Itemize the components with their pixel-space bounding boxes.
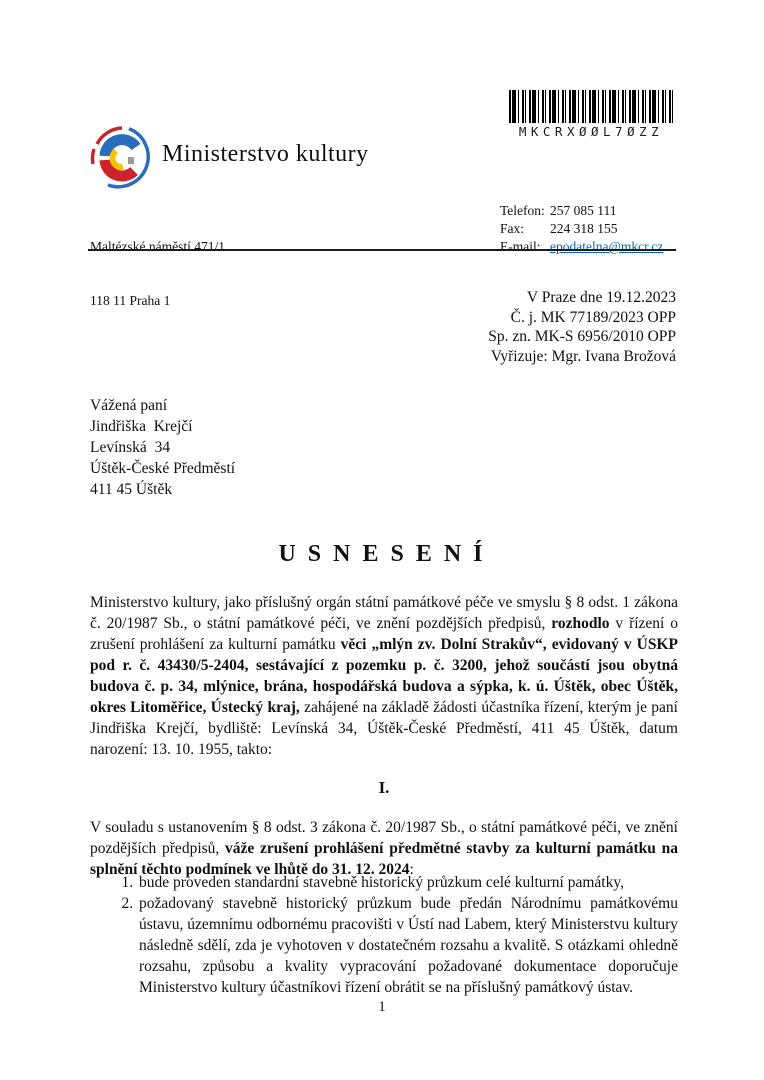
barcode-text: MKCRXØØL7ØZZ <box>518 124 664 139</box>
text-run-bold: věci „mlýn zv. Dolní Strakův“, evidovaný v ÚSKP pod r. č. 43430/5-2404, sestávající z pozemku p. č. 3200, jehož součástí jsou obytná budova č. p. 34, mlýnice, brána, hospodářská budova a sýpka, k. ú. Úštěk, obec Úštěk, okres Litoměřice, Ústecký kraj, <box>90 636 678 716</box>
addressee-line: Úštěk-České Předměstí <box>90 460 236 477</box>
paragraph-conditions-intro <box>90 817 678 880</box>
contact-block <box>500 202 663 256</box>
text-run: zahájené na základě žádosti účastníka řízení, kterým je paní Jindřiška Krejčí, bydliště: Levínská 34, Úštěk-České Předměstí, 411 45 Úštěk, datum narození: 13. 10. 1955, takto: <box>90 699 678 758</box>
text-run-bold: rozhodlo <box>551 615 610 632</box>
text-run: Ministerstvo kultury, jako příslušný orgán státní památkové péče ve smyslu § 8 odst. 1 zákona č. 20/1987 Sb., o státní památkové péči, ve znění pozdějších předpisů, <box>90 594 678 632</box>
ministry-address <box>90 202 225 346</box>
ministry-address-line1: Maltézské náměstí 471/1 <box>90 239 225 254</box>
conditions-list-wrap <box>90 872 678 998</box>
ministry-name: Ministerstvo kultury <box>162 141 369 167</box>
reference-block <box>488 288 676 366</box>
contact-email-row <box>500 238 663 256</box>
fax-label: Fax: <box>500 221 525 236</box>
text-run: : <box>409 861 414 878</box>
addressee-line: Vážená paní <box>90 397 168 414</box>
addressee-block <box>90 395 235 500</box>
section-heading: I. <box>378 778 390 797</box>
barcode <box>509 90 673 139</box>
page-number: 1 <box>378 999 386 1015</box>
barcode-bars <box>509 90 673 123</box>
ministry-logo-svg <box>88 124 156 192</box>
condition-item: 1. bude proveden standardní stavebně historický průzkum celé kulturní památky, <box>137 872 678 893</box>
document-title: U S N E S E N Í <box>278 541 486 567</box>
conditions-list <box>90 872 678 998</box>
reference-line: Sp. zn. MK-S 6956/2010 OPP <box>488 328 676 345</box>
contact-fax-row <box>500 220 663 238</box>
addressee-line: Jindřiška Krejčí <box>90 418 193 435</box>
paragraph-intro <box>90 592 678 760</box>
contact-phone-row <box>500 202 663 220</box>
reference-line: V Praze dne 19.12.2023 <box>526 289 676 306</box>
reference-line: Č. j. MK 77189/2023 OPP <box>510 308 676 326</box>
fax-value: 224 318 155 <box>550 221 618 236</box>
ministry-logo-icon <box>88 124 156 192</box>
text-run: V souladu s ustanovením § 8 odst. 3 zákona č. 20/1987 Sb., o státní památkové péči, ve znění pozdějších předpisů, <box>90 819 678 857</box>
ministry-address-line2: 118 11 Praha 1 <box>90 293 171 308</box>
reference-line: Vyřizuje: Mgr. Ivana Brožová <box>490 347 676 365</box>
header-divider <box>88 249 676 251</box>
addressee-line: Levínská 34 <box>90 439 171 456</box>
phone-label: Telefon: <box>500 203 545 218</box>
condition-item: 2. požadovaný stavebně historický průzkum bude předán Národnímu památkovému ústavu, územnímu odbornému pracovišti v Ústí nad Labem, který Ministerstvu kultury následně sdělí, zda je vyhotoven v dostatečném rozsahu a kvalitě. S otázkami ohledně rozsahu, způsobu a kvality vypracování požadované dokumentace doporučuje Ministerstvo kultury účastníkovi řízení obrátit se na příslušný památkový ústav. <box>137 893 678 998</box>
phone-value: 257 085 111 <box>550 203 617 218</box>
text-run-bold: váže zrušení prohlášení předmětné stavby za kulturní památku na splnění těchto podmínek ve lhůtě do 31. 12. 2024 <box>90 840 678 878</box>
addressee-line: 411 45 Úštěk <box>90 481 173 498</box>
email-link[interactable]: epodatelna@mkcr.cz <box>550 239 664 254</box>
text-run: v řízení o zrušení prohlášení za kulturní památku <box>90 615 678 653</box>
email-label: E-mail: <box>500 239 541 254</box>
